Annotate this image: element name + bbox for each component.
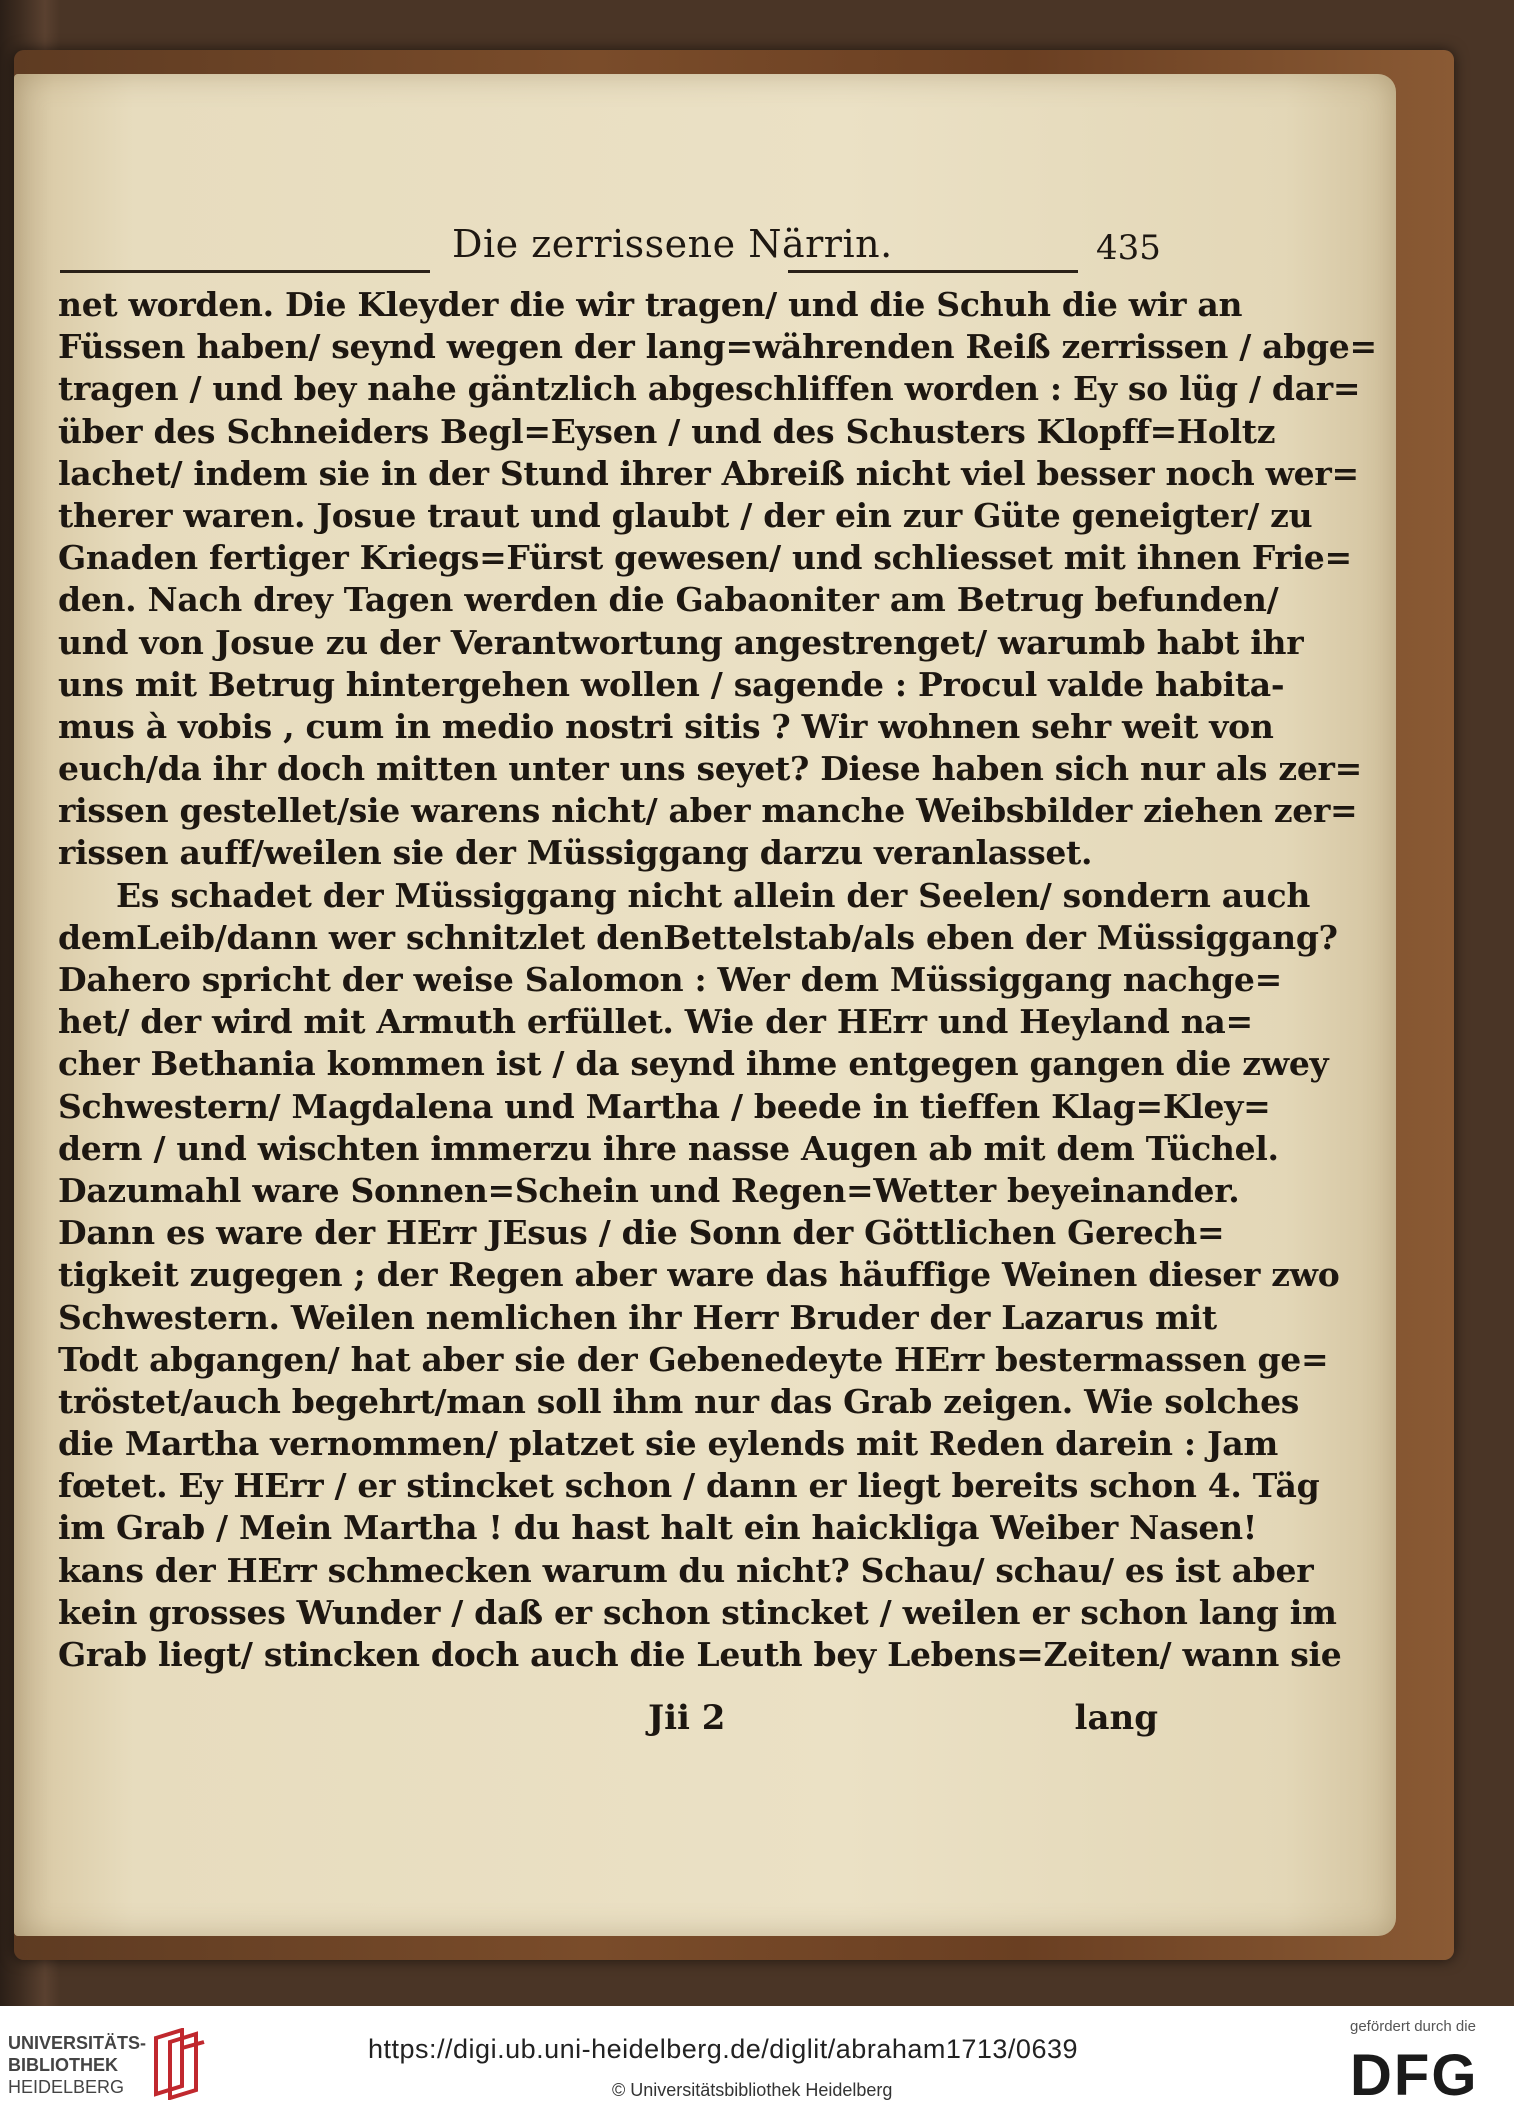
text-line: Dann es ware der HErr JEsus / die Sonn der Göttlichen Gerech= bbox=[58, 1213, 1225, 1253]
text-line: euch/da ihr doch mitten unter uns seyet? Diese haben sich nur als zer= bbox=[58, 749, 1362, 789]
text-line: dern / und wischten immerzu ihre nasse Augen ab mit dem Tüchel. bbox=[58, 1128, 1279, 1168]
text-line: tröstet/auch begehrt/man soll ihm nur das Grab zeigen. Wie solches bbox=[58, 1381, 1300, 1421]
header-rule-left bbox=[60, 270, 430, 273]
page-text bbox=[58, 284, 1377, 1676]
library-name-line-1: UNIVERSITÄTS- bbox=[8, 2033, 147, 2053]
permalink-url[interactable]: https://digi.ub.uni-heidelberg.de/diglit/abraham1713/0639 bbox=[368, 2034, 1078, 2064]
library-name-line-3: HEIDELBERG bbox=[8, 2077, 125, 2097]
text-line: mus à vobis , cum in medio nostri sitis ? Wir wohnen sehr weit von bbox=[58, 706, 1274, 746]
text-line: demLeib/dann wer schnitzlet denBettelstab/als eben der Müssiggang? bbox=[58, 917, 1338, 957]
viewer-footer bbox=[0, 2006, 1514, 2117]
library-logo-text[interactable] bbox=[8, 2032, 146, 2098]
text-line: Schwestern. Weilen nemlichen ihr Herr Bruder der Lazarus mit bbox=[58, 1297, 1217, 1337]
text-line: Dazumahl ware Sonnen=Schein und Regen=Wetter beyeinander. bbox=[58, 1170, 1240, 1210]
text-line: therer waren. Josue traut und glaubt / der ein zur Güte geneigter/ zu bbox=[58, 495, 1313, 535]
running-title: Die zerrissene Närrin. bbox=[452, 222, 893, 266]
text-line: Schwestern/ Magdalena und Martha / beede in tieffen Klag=Kley= bbox=[58, 1086, 1271, 1126]
text-line: tragen / und bey nahe gäntzlich abgeschliffen worden : Ey so lüg / dar= bbox=[58, 369, 1361, 409]
copyright-notice: © Universitätsbibliothek Heidelberg bbox=[612, 2080, 893, 2100]
text-line: Füssen haben/ seynd wegen der lang=währenden Reiß zerrissen / abge= bbox=[58, 327, 1377, 367]
library-logo-icon[interactable] bbox=[152, 2028, 208, 2100]
page-number: 435 bbox=[1096, 228, 1161, 268]
page-header bbox=[60, 218, 1160, 278]
header-rule-right bbox=[788, 270, 1078, 273]
text-line: rissen gestellet/sie warens nicht/ aber manche Weibsbilder ziehen zer= bbox=[58, 791, 1358, 831]
text-line: fœtet. Ey HErr / er stincket schon / dann er liegt bereits schon 4. Täg bbox=[58, 1466, 1320, 1506]
catchword: lang bbox=[1074, 1698, 1158, 1738]
text-line: Gnaden fertiger Kriegs=Fürst gewesen/ und schliesset mit ihnen Frie= bbox=[58, 538, 1352, 578]
text-line: und von Josue zu der Verantwortung angestrenget/ warumb habt ihr bbox=[58, 622, 1304, 662]
signature-mark: Jii 2 bbox=[648, 1698, 726, 1738]
text-line: rissen auff/weilen sie der Müssiggang darzu veranlasset. bbox=[58, 833, 1093, 873]
text-line: kein grosses Wunder / daß er schon stincket / weilen er schon lang im bbox=[58, 1592, 1337, 1632]
text-line: tigkeit zugegen ; der Regen aber ware das häuffige Weinen dieser zwo bbox=[58, 1255, 1340, 1295]
text-line: kans der HErr schmecken warum du nicht? Schau/ schau/ es ist aber bbox=[58, 1550, 1314, 1590]
text-line: Es schadet der Müssiggang nicht allein der Seelen/ sondern auch bbox=[116, 875, 1311, 915]
text-line: im Grab / Mein Martha ! du hast halt ein haickliga Weiber Nasen! bbox=[58, 1508, 1257, 1548]
dfg-logo[interactable]: DFG bbox=[1350, 2043, 1479, 2108]
text-line: Dahero spricht der weise Salomon : Wer dem Müssiggang nachge= bbox=[58, 960, 1282, 999]
library-name-line-2: BIBLIOTHEK bbox=[8, 2055, 118, 2075]
text-line: cher Bethania kommen ist / da seynd ihme entgegen gangen die zwey bbox=[58, 1044, 1329, 1084]
text-line: den. Nach drey Tagen werden die Gabaoniter am Betrug befunden/ bbox=[58, 580, 1279, 620]
text-line: die Martha vernommen/ platzet sie eylends mit Reden darein : Jam bbox=[58, 1424, 1278, 1464]
text-line: Todt abgangen/ hat aber sie der Gebenedeyte HErr bestermassen ge= bbox=[58, 1339, 1329, 1379]
text-line: uns mit Betrug hintergehen wollen / sagende : Procul valde habita- bbox=[58, 664, 1285, 704]
text-line: über des Schneiders Begl=Eysen / und des Schusters Klopff=Holtz bbox=[58, 411, 1276, 451]
text-line: net worden. Die Kleyder die wir tragen/ und die Schuh die wir an bbox=[58, 285, 1243, 324]
text-line: Grab liegt/ stincken doch auch die Leuth bey Lebens=Zeiten/ wann sie bbox=[58, 1635, 1342, 1674]
funding-label: gefördert durch die bbox=[1350, 2018, 1476, 2035]
text-line: het/ der wird mit Armuth erfüllet. Wie der HErr und Heyland na= bbox=[58, 1002, 1253, 1042]
page-foot bbox=[58, 1698, 1158, 1748]
text-line: lachet/ indem sie in der Stund ihrer Abreiß nicht viel besser noch wer= bbox=[58, 453, 1359, 493]
